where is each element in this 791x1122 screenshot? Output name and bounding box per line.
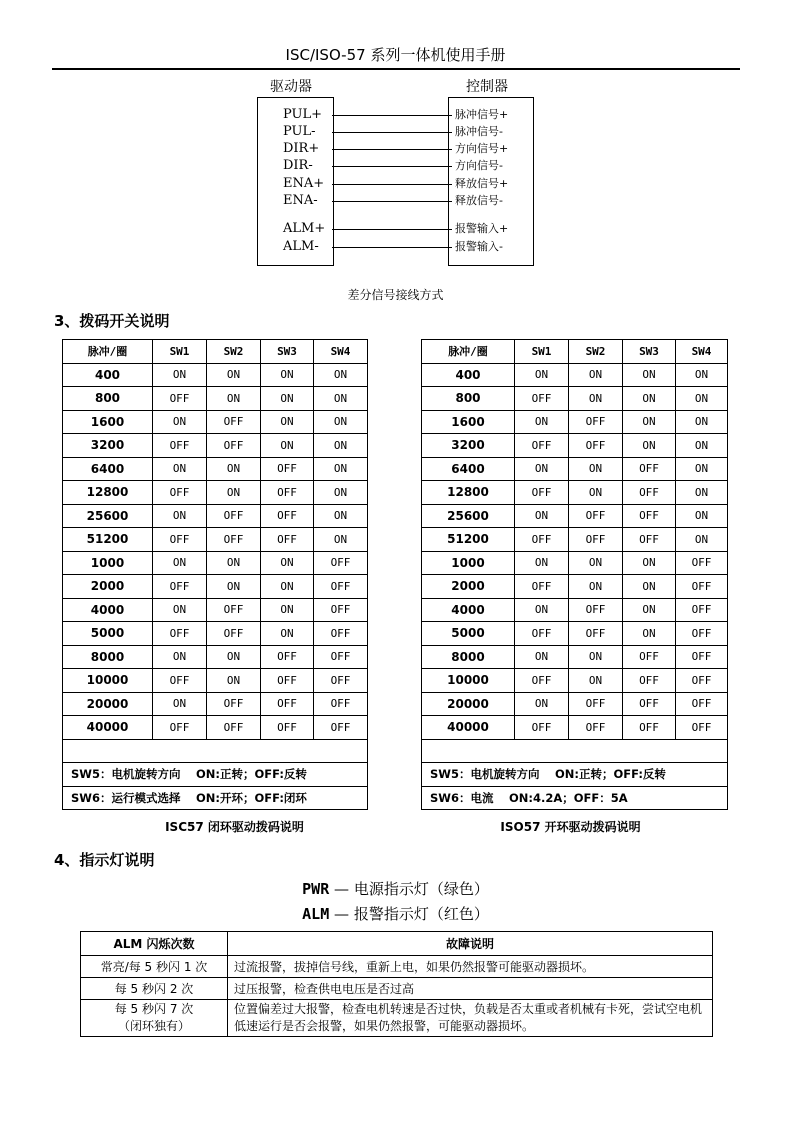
dip-row (63, 387, 368, 411)
dip-switch-cell: OFF (207, 692, 261, 716)
dip-switch-cell: OFF (623, 645, 676, 669)
dip-switch-cell: ON (569, 645, 623, 669)
controller-signal: 报警输入- (455, 240, 503, 253)
dip-switch-cell: ON (261, 551, 314, 575)
dip-header-sw: SW3 (261, 340, 314, 364)
dip-switch-cell: ON (676, 504, 728, 528)
dip-row (422, 481, 728, 505)
dip-switch-cell: ON (207, 481, 261, 505)
dip-switch-cell: ON (207, 387, 261, 411)
dip-switch-cell: ON (153, 598, 207, 622)
dip-empty-row (422, 739, 728, 763)
dip-switch-cell: ON (207, 669, 261, 693)
dip-header-row (63, 340, 368, 364)
dip-switch-cell: OFF (676, 692, 728, 716)
dip-switch-cell: OFF (314, 575, 368, 599)
dip-switch-cell: ON (569, 481, 623, 505)
dip-ppr-cell: 6400 (422, 457, 515, 481)
controller-signal: 方向信号- (455, 159, 503, 172)
sw5-note: SW5：电机旋转方向 ON:正转；OFF:反转 (63, 763, 368, 787)
section-4-title: 4、指示灯说明 (54, 851, 155, 869)
dip-switch-cell: ON (314, 410, 368, 434)
dip-ppr-cell: 1600 (63, 410, 153, 434)
dip-switch-cell: OFF (623, 669, 676, 693)
controller-signal: 释放信号- (455, 194, 503, 207)
dip-switch-cell: OFF (314, 622, 368, 646)
signal-wire (332, 184, 452, 185)
fault-header-desc: 故障说明 (228, 932, 713, 956)
dip-row (63, 598, 368, 622)
dip-header-sw: SW2 (569, 340, 623, 364)
dip-row (63, 551, 368, 575)
dip-switch-cell: OFF (676, 551, 728, 575)
driver-signal: ALM- (283, 239, 319, 254)
dip-switch-cell: OFF (207, 598, 261, 622)
dip-row (63, 528, 368, 552)
dip-header-sw: SW3 (623, 340, 676, 364)
dip-switch-cell: ON (676, 387, 728, 411)
dip-header-sw: SW4 (676, 340, 728, 364)
isc57-table-caption: ISC57 闭环驱动拨码说明 (165, 820, 304, 834)
dip-switch-cell: OFF (623, 504, 676, 528)
dip-switch-cell: ON (515, 551, 569, 575)
dip-switch-cell: OFF (261, 457, 314, 481)
dip-switch-cell: OFF (207, 434, 261, 458)
dip-ppr-cell: 4000 (63, 598, 153, 622)
dip-switch-cell: OFF (569, 504, 623, 528)
dip-ppr-cell: 51200 (422, 528, 515, 552)
controller-signal: 脉冲信号+ (455, 108, 509, 121)
dip-switch-cell: OFF (569, 434, 623, 458)
dip-switch-cell: OFF (153, 434, 207, 458)
dip-ppr-cell: 8000 (422, 645, 515, 669)
dip-switch-cell: OFF (314, 598, 368, 622)
dip-switch-cell: ON (153, 457, 207, 481)
sw6-note: SW6：电流 ON:4.2A；OFF：5A (422, 786, 728, 810)
dip-switch-cell: ON (207, 645, 261, 669)
dip-row (63, 457, 368, 481)
dip-row (422, 457, 728, 481)
dip-empty-row (63, 739, 368, 763)
signal-wire (332, 132, 452, 133)
dip-header-sw: SW2 (207, 340, 261, 364)
dip-ppr-cell: 6400 (63, 457, 153, 481)
dip-switch-cell: OFF (153, 575, 207, 599)
driver-signal: ALM+ (283, 221, 326, 236)
dip-switch-cell: ON (515, 363, 569, 387)
driver-signal: DIR- (283, 158, 313, 173)
dip-row (422, 598, 728, 622)
led-alm-name: ALM (302, 905, 330, 923)
dip-header-sw: SW1 (153, 340, 207, 364)
dip-switch-cell: OFF (314, 669, 368, 693)
led-alm-line (0, 903, 791, 924)
dip-row (422, 551, 728, 575)
fault-desc: 过压报警，检查供电电压是否过高 (228, 978, 713, 1000)
controller-signal: 脉冲信号- (455, 125, 503, 138)
dip-switch-cell: ON (261, 410, 314, 434)
driver-signal: PUL- (283, 124, 316, 139)
dip-row (422, 434, 728, 458)
dip-switch-cell: ON (261, 434, 314, 458)
dip-row (63, 716, 368, 740)
dip-switch-cell: OFF (569, 692, 623, 716)
led-pwr-line (0, 878, 791, 899)
dip-ppr-cell: 5000 (63, 622, 153, 646)
dip-switch-cell: ON (153, 692, 207, 716)
dip-switch-cell: OFF (314, 645, 368, 669)
dip-switch-cell: ON (153, 645, 207, 669)
dip-switch-cell: OFF (569, 528, 623, 552)
dip-ppr-cell: 10000 (422, 669, 515, 693)
dip-ppr-cell: 2000 (422, 575, 515, 599)
dip-row (422, 528, 728, 552)
dip-switch-cell: ON (569, 575, 623, 599)
dip-switch-cell: ON (623, 363, 676, 387)
dip-switch-cell: OFF (261, 692, 314, 716)
led-pwr-name: PWR (302, 880, 330, 898)
dip-header-row (422, 340, 728, 364)
dip-switch-cell: ON (569, 363, 623, 387)
dip-note-row (422, 786, 728, 810)
signal-wire (332, 166, 452, 167)
dip-switch-cell: OFF (569, 622, 623, 646)
dip-switch-cell: OFF (623, 716, 676, 740)
dip-switch-cell: OFF (153, 669, 207, 693)
dip-ppr-cell: 25600 (422, 504, 515, 528)
dip-switch-cell: OFF (314, 692, 368, 716)
dip-switch-cell: OFF (153, 481, 207, 505)
dip-switch-cell: OFF (261, 645, 314, 669)
dip-switch-cell: OFF (153, 387, 207, 411)
fault-count (81, 1000, 228, 1037)
dip-switch-cell: ON (623, 434, 676, 458)
dip-switch-cell: OFF (515, 387, 569, 411)
dip-switch-cell: OFF (207, 504, 261, 528)
controller-label: 控制器 (466, 79, 508, 95)
page-header-title: ISC/ISO-57 系列一体机使用手册 (285, 46, 506, 64)
dip-ppr-cell: 3200 (422, 434, 515, 458)
dip-note-row (63, 763, 368, 787)
dip-switch-cell: OFF (676, 622, 728, 646)
dip-ppr-cell: 2000 (63, 575, 153, 599)
isc57-dip-table (62, 339, 368, 810)
dip-switch-cell: ON (153, 410, 207, 434)
dip-switch-cell: ON (207, 575, 261, 599)
dip-row (63, 481, 368, 505)
dip-switch-cell: OFF (623, 457, 676, 481)
driver-signal: PUL+ (283, 107, 322, 122)
dip-switch-cell: OFF (153, 622, 207, 646)
dip-header-ppr: 脉冲/圈 (422, 340, 515, 364)
dip-switch-cell: OFF (676, 575, 728, 599)
dip-note-row (422, 763, 728, 787)
dip-ppr-cell: 5000 (422, 622, 515, 646)
dip-switch-cell: OFF (569, 716, 623, 740)
dip-row (63, 622, 368, 646)
fault-header-count: ALM 闪烁次数 (81, 932, 228, 956)
dip-ppr-cell: 20000 (422, 692, 515, 716)
dip-empty-cell (422, 739, 728, 763)
dip-switch-cell: ON (207, 551, 261, 575)
dip-switch-cell: ON (676, 363, 728, 387)
dip-switch-cell: OFF (676, 598, 728, 622)
sw6-note: SW6：运行模式选择 ON:开环；OFF:闭环 (63, 786, 368, 810)
fault-row (81, 956, 713, 978)
fault-count-line2: （闭环独有） (117, 1019, 190, 1033)
fault-count-line1: 每 5 秒闪 7 次 (114, 1002, 194, 1016)
fault-row (81, 978, 713, 1000)
driver-signal: DIR+ (283, 141, 320, 156)
dip-ppr-cell: 12800 (422, 481, 515, 505)
dip-ppr-cell: 12800 (63, 481, 153, 505)
dip-header-sw: SW1 (515, 340, 569, 364)
dip-switch-cell: ON (569, 387, 623, 411)
dip-row (422, 622, 728, 646)
signal-wire (332, 201, 452, 202)
dip-row (422, 363, 728, 387)
led-alm-desc: 报警指示灯（红色） (353, 905, 489, 923)
dip-switch-cell: OFF (676, 669, 728, 693)
dip-row (63, 363, 368, 387)
dip-ppr-cell: 51200 (63, 528, 153, 552)
fault-header-row (81, 932, 713, 956)
dip-row (422, 692, 728, 716)
dip-switch-cell: OFF (623, 528, 676, 552)
dip-switch-cell: ON (676, 457, 728, 481)
dip-switch-cell: ON (623, 387, 676, 411)
dip-switch-cell: ON (207, 363, 261, 387)
dip-switch-cell: ON (153, 504, 207, 528)
dip-switch-cell: OFF (515, 622, 569, 646)
driver-signal: ENA- (283, 193, 318, 208)
dip-switch-cell: ON (515, 410, 569, 434)
dip-switch-cell: ON (261, 598, 314, 622)
signal-wire (332, 229, 452, 230)
controller-signal: 报警输入+ (455, 222, 509, 235)
dip-switch-cell: ON (261, 575, 314, 599)
fault-desc: 位置偏差过大报警，检查电机转速是否过快，负载是否太重或者机械有卡死，尝试空电机低速运行是否会报警，如果仍然报警，可能驱动器损坏。 (228, 1000, 713, 1037)
dip-switch-cell: ON (261, 387, 314, 411)
dip-switch-cell: OFF (261, 481, 314, 505)
driver-label: 驱动器 (270, 79, 312, 95)
dip-switch-cell: ON (261, 363, 314, 387)
dip-switch-cell: ON (569, 457, 623, 481)
dip-switch-cell: OFF (569, 410, 623, 434)
dip-row (63, 575, 368, 599)
dip-switch-cell: OFF (207, 716, 261, 740)
dip-ppr-cell: 8000 (63, 645, 153, 669)
fault-desc: 过流报警，拔掉信号线，重新上电，如果仍然报警可能驱动器损坏。 (228, 956, 713, 978)
dip-switch-cell: ON (314, 457, 368, 481)
dip-ppr-cell: 800 (63, 387, 153, 411)
dip-row (63, 645, 368, 669)
fault-table (80, 931, 713, 1037)
iso57-dip-table (421, 339, 728, 810)
dip-switch-cell: OFF (676, 716, 728, 740)
dip-switch-cell: OFF (207, 528, 261, 552)
dip-ppr-cell: 1600 (422, 410, 515, 434)
dip-switch-cell: OFF (261, 716, 314, 740)
dip-empty-cell (63, 739, 368, 763)
fault-count: 每 5 秒闪 2 次 (81, 978, 228, 1000)
dip-note-row (63, 786, 368, 810)
dip-switch-cell: ON (153, 363, 207, 387)
dip-switch-cell: ON (623, 551, 676, 575)
dip-ppr-cell: 40000 (63, 716, 153, 740)
dip-row (422, 645, 728, 669)
led-pwr-desc: 电源指示灯（绿色） (353, 880, 489, 898)
sw5-note: SW5：电机旋转方向 ON:正转；OFF:反转 (422, 763, 728, 787)
dip-switch-cell: ON (569, 669, 623, 693)
dip-switch-cell: ON (569, 551, 623, 575)
dip-switch-cell: OFF (569, 598, 623, 622)
dip-ppr-cell: 25600 (63, 504, 153, 528)
dip-switch-cell: ON (515, 645, 569, 669)
signal-wire (332, 115, 452, 116)
led-pwr-dash: — (334, 880, 350, 898)
dip-switch-cell: ON (676, 410, 728, 434)
dip-switch-cell: ON (314, 481, 368, 505)
dip-switch-cell: ON (261, 622, 314, 646)
dip-header-sw: SW4 (314, 340, 368, 364)
dip-switch-cell: ON (314, 528, 368, 552)
dip-ppr-cell: 1000 (422, 551, 515, 575)
dip-ppr-cell: 40000 (422, 716, 515, 740)
dip-switch-cell: OFF (676, 645, 728, 669)
dip-row (422, 716, 728, 740)
dip-switch-cell: ON (153, 551, 207, 575)
dip-switch-cell: OFF (623, 481, 676, 505)
dip-switch-cell: ON (676, 528, 728, 552)
dip-header-ppr: 脉冲/圈 (63, 340, 153, 364)
dip-switch-cell: ON (314, 434, 368, 458)
dip-switch-cell: ON (676, 434, 728, 458)
dip-switch-cell: OFF (515, 716, 569, 740)
dip-switch-cell: ON (207, 457, 261, 481)
led-alm-dash: — (334, 905, 350, 923)
dip-switch-cell: OFF (515, 575, 569, 599)
dip-switch-cell: OFF (153, 716, 207, 740)
dip-switch-cell: ON (515, 504, 569, 528)
dip-switch-cell: ON (515, 692, 569, 716)
dip-row (63, 434, 368, 458)
dip-switch-cell: ON (314, 504, 368, 528)
signal-wire (332, 247, 452, 248)
signal-wire (332, 149, 452, 150)
dip-switch-cell: ON (623, 410, 676, 434)
dip-switch-cell: ON (314, 363, 368, 387)
dip-switch-cell: OFF (515, 528, 569, 552)
dip-switch-cell: ON (623, 575, 676, 599)
dip-ppr-cell: 400 (422, 363, 515, 387)
dip-ppr-cell: 800 (422, 387, 515, 411)
controller-signal: 方向信号+ (455, 142, 509, 155)
dip-ppr-cell: 20000 (63, 692, 153, 716)
controller-signal: 释放信号+ (455, 177, 509, 190)
iso57-table-caption: ISO57 开环驱动拨码说明 (500, 820, 641, 834)
dip-switch-cell: OFF (314, 551, 368, 575)
dip-switch-cell: ON (314, 387, 368, 411)
dip-switch-cell: OFF (207, 622, 261, 646)
dip-row (63, 692, 368, 716)
dip-switch-cell: ON (676, 481, 728, 505)
dip-switch-cell: OFF (261, 669, 314, 693)
dip-row (63, 669, 368, 693)
dip-switch-cell: OFF (207, 410, 261, 434)
header-divider (52, 68, 740, 70)
section-3-title: 3、拨码开关说明 (54, 312, 170, 330)
driver-signal: ENA+ (283, 176, 325, 191)
dip-row (422, 387, 728, 411)
diagram-caption: 差分信号接线方式 (347, 288, 444, 302)
dip-switch-cell: OFF (515, 669, 569, 693)
fault-row (81, 1000, 713, 1037)
dip-switch-cell: ON (515, 457, 569, 481)
dip-row (422, 504, 728, 528)
dip-switch-cell: OFF (515, 481, 569, 505)
dip-switch-cell: OFF (515, 434, 569, 458)
dip-switch-cell: ON (623, 622, 676, 646)
dip-row (63, 410, 368, 434)
dip-row (422, 575, 728, 599)
dip-row (422, 410, 728, 434)
dip-row (63, 504, 368, 528)
dip-ppr-cell: 4000 (422, 598, 515, 622)
dip-switch-cell: OFF (623, 692, 676, 716)
dip-ppr-cell: 3200 (63, 434, 153, 458)
dip-switch-cell: OFF (314, 716, 368, 740)
dip-ppr-cell: 10000 (63, 669, 153, 693)
dip-switch-cell: OFF (261, 504, 314, 528)
dip-ppr-cell: 1000 (63, 551, 153, 575)
dip-ppr-cell: 400 (63, 363, 153, 387)
dip-switch-cell: ON (623, 598, 676, 622)
dip-switch-cell: OFF (153, 528, 207, 552)
fault-count: 常亮/每 5 秒闪 1 次 (81, 956, 228, 978)
dip-switch-cell: OFF (261, 528, 314, 552)
dip-row (422, 669, 728, 693)
dip-switch-cell: ON (515, 598, 569, 622)
